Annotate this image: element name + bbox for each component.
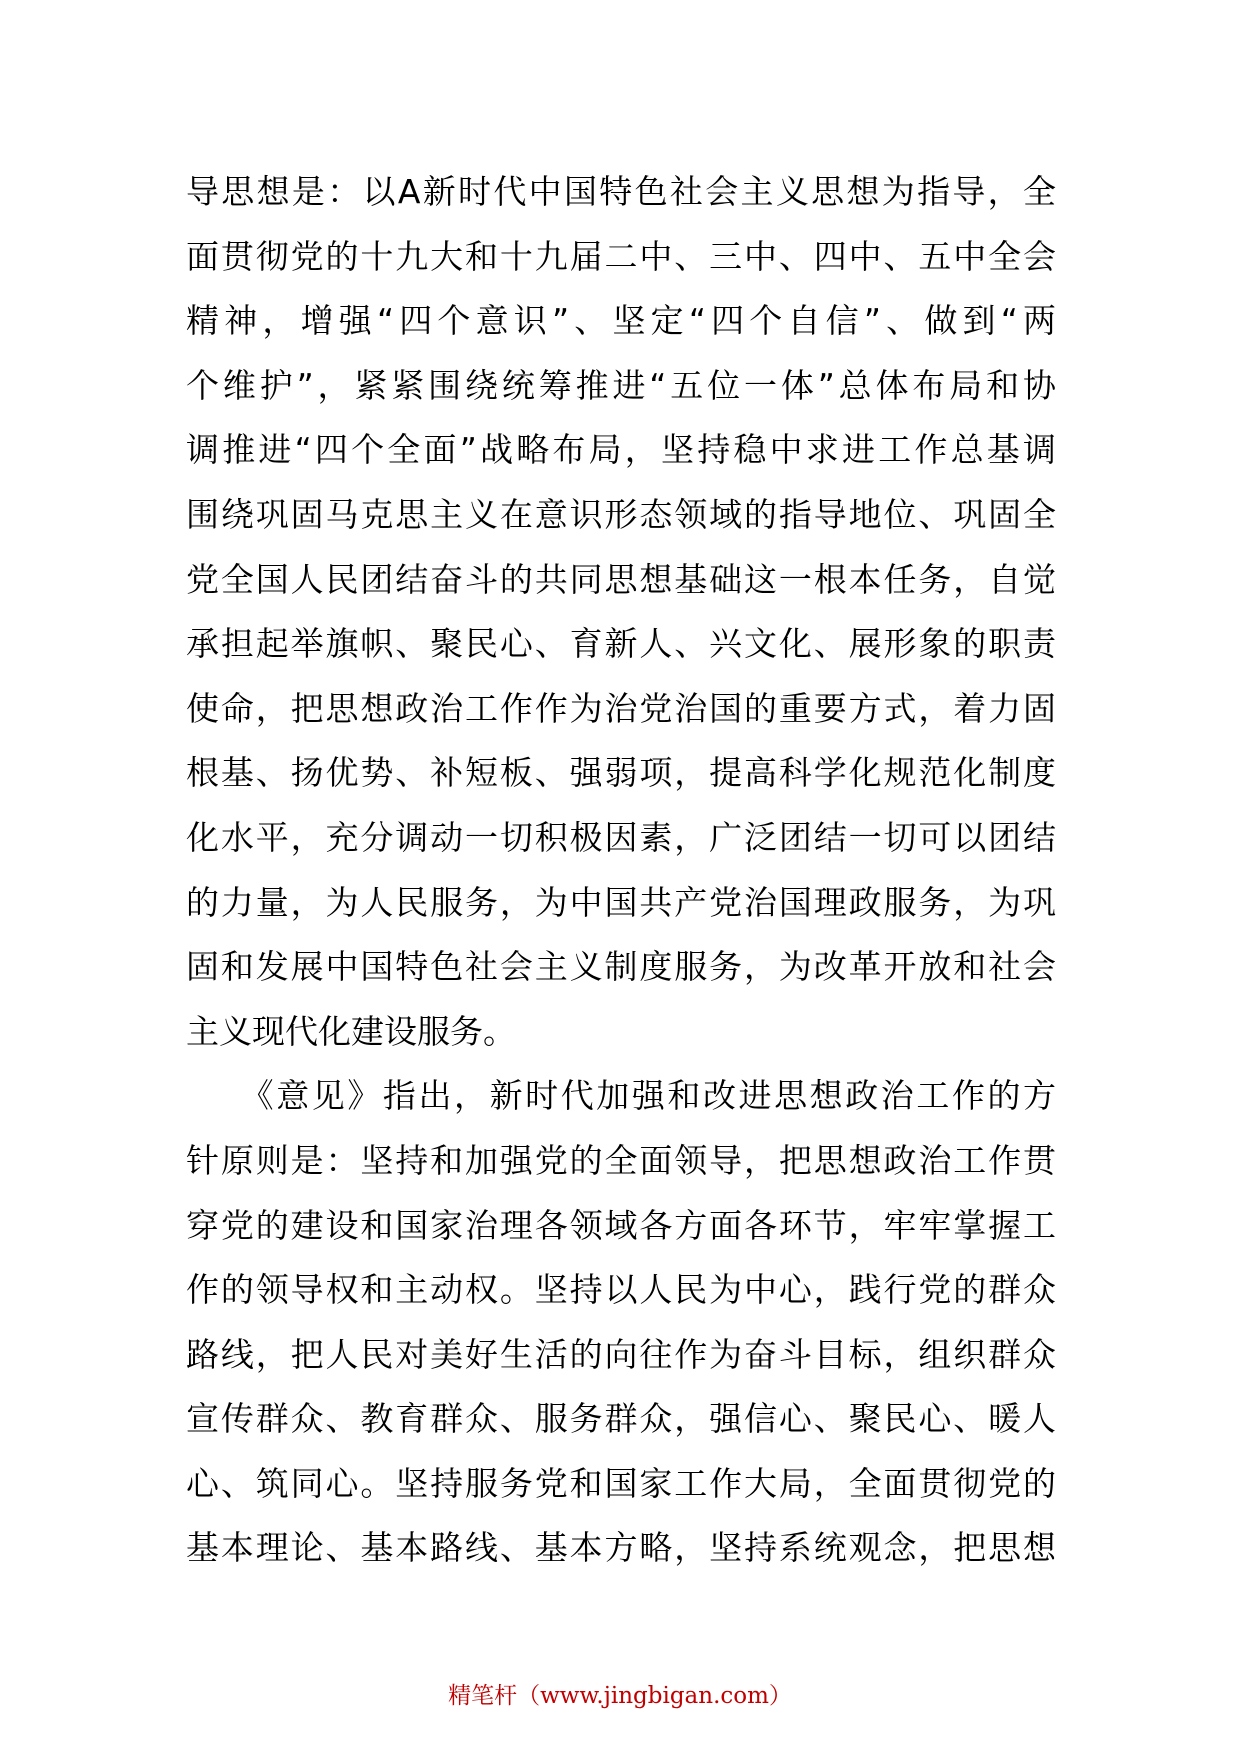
text-line: 化水平，充分调动一切积极因素，广泛团结一切可以团结: [186, 817, 1056, 857]
text-line: 精神，增强“四个意识”、坚定“四个自信”、做到“两: [186, 301, 1056, 341]
text-line: 围绕巩固马克思主义在意识形态领域的指导地位、巩固全: [186, 494, 1056, 534]
body-text: [186, 160, 1056, 1581]
text-line: 针原则是：坚持和加强党的全面领导，把思想政治工作贯: [186, 1140, 1056, 1180]
text-line: 主义现代化建设服务。: [186, 1011, 516, 1051]
text-line: 根基、扬优势、补短板、强弱项，提高科学化规范化制度: [186, 753, 1056, 793]
text-line: 个维护”，紧紧围绕统筹推进“五位一体”总体布局和协: [186, 365, 1056, 405]
text-line: 固和发展中国特色社会主义制度服务，为改革开放和社会: [186, 947, 1056, 987]
text-line: 的力量，为人民服务，为中国共产党治国理政服务，为巩: [186, 882, 1056, 922]
text-line: 承担起举旗帜、聚民心、育新人、兴文化、展形象的职责: [186, 624, 1056, 664]
text-line: 调推进“四个全面”战略布局，坚持稳中求进工作总基调: [186, 430, 1056, 470]
text-line: 路线，把人民对美好生活的向往作为奋斗目标，组织群众: [186, 1334, 1056, 1374]
text-line: 党全国人民团结奋斗的共同思想基础这一根本任务，自觉: [186, 559, 1056, 599]
footer-watermark-text: 精笔杆（www.jingbigan.com）: [448, 1683, 792, 1709]
text-line: 导思想是：以A新时代中国特色社会主义思想为指导，全: [186, 172, 1056, 211]
text-line: 基本理论、基本路线、基本方略，坚持系统观念，把思想: [186, 1528, 1056, 1568]
text-line: 作的领导权和主动权。坚持以人民为中心，践行党的群众: [186, 1270, 1056, 1310]
text-line: 面贯彻党的十九大和十九届二中、三中、四中、五中全会: [186, 236, 1056, 276]
text-line: 使命，把思想政治工作作为治党治国的重要方式，着力固: [186, 688, 1056, 728]
text-line: 《意见》指出，新时代加强和改进思想政治工作的方: [186, 1076, 1056, 1116]
text-line: 穿党的建设和国家治理各领域各方面各环节，牢牢掌握工: [186, 1205, 1056, 1245]
text-line: 宣传群众、教育群众、服务群众，强信心、聚民心、暖人: [186, 1399, 1056, 1439]
text-line: 心、筑同心。坚持服务党和国家工作大局，全面贯彻党的: [186, 1463, 1056, 1503]
